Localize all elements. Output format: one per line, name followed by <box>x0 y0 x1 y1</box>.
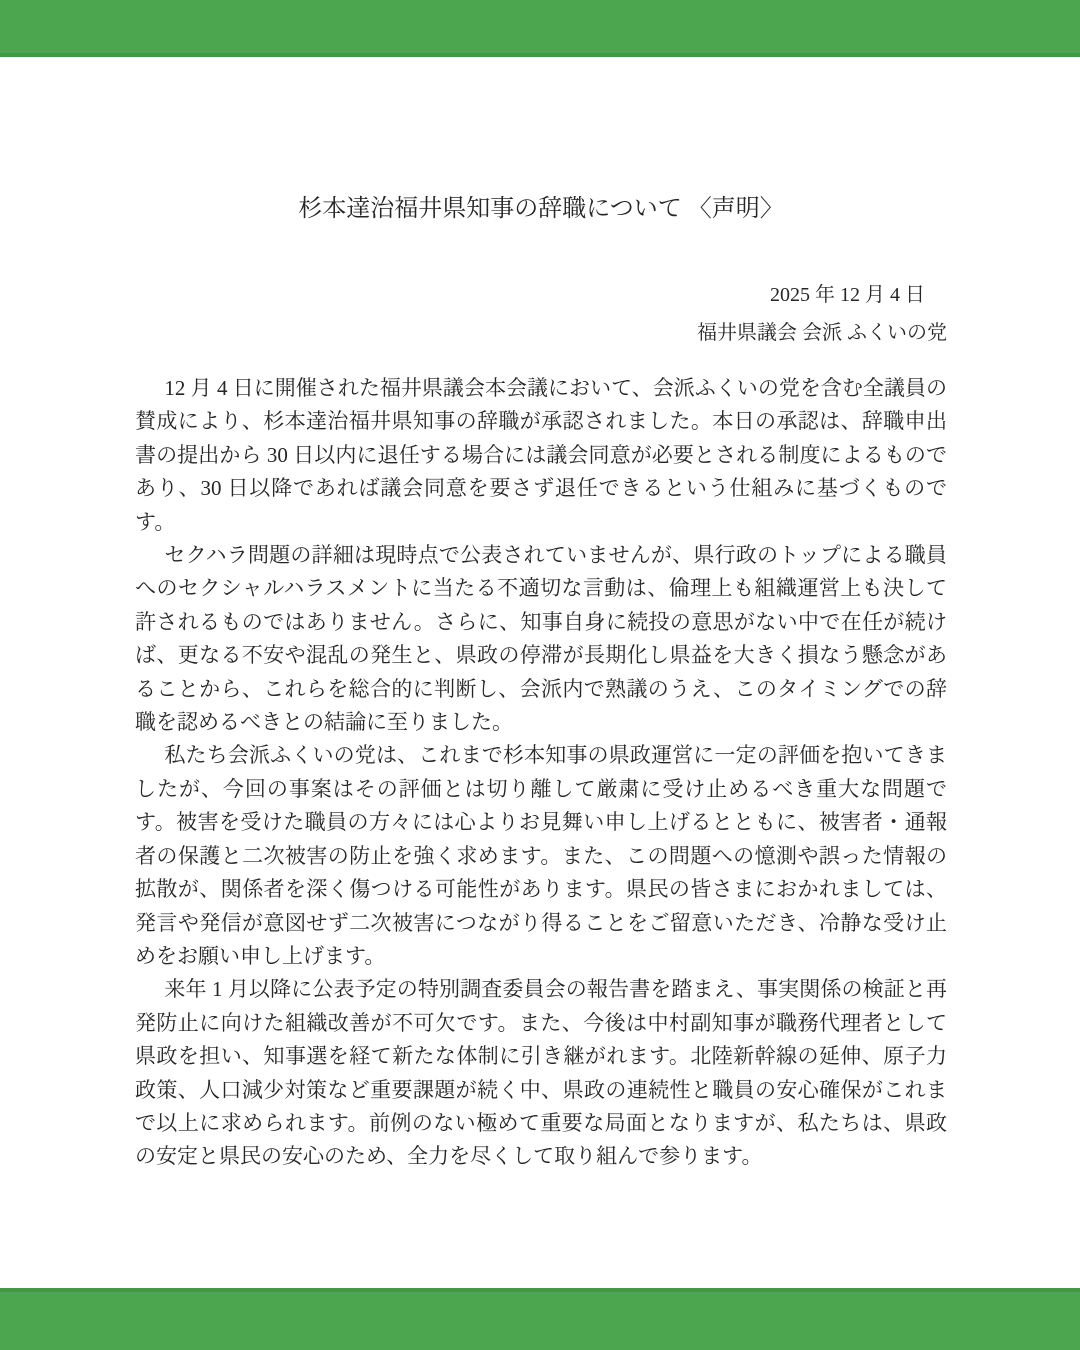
document-body <box>135 372 947 1174</box>
paragraph: セクハラ問題の詳細は現時点で公表されていませんが、県行政のトップによる職員へのセクシャルハラスメントに当たる不適切な言動は、倫理上も組織運営上も決して許されるものではありません。さらに、知事自身に続投の意思がない中で在任が続けば、更なる不安や混乱の発生と、県政の停滞が長期化し県益を大きく損なう懸念があることから、これらを総合的に判断し、会派内で熟議のうえ、このタイミングでの辞職を認めるべきとの結論に至りました。 <box>135 543 947 735</box>
paragraph: 来年 1 月以降に公表予定の特別調査委員会の報告書を踏まえ、事実関係の検証と再発防止に向けた組織改善が不可欠です。また、今後は中村副知事が職務代理者として県政を担い、知事選を経て新たな体制に引き継がれます。北陸新幹線の延伸、原子力政策、人口減少対策など重要課題が続く中、県政の連続性と職員の安心確保がこれまで以上に求められます。前例のない極めて重要な局面となりますが、私たちは、県政の安定と県民の安心のため、全力を尽くして取り組んで参ります。 <box>135 977 947 1169</box>
document-meta <box>135 276 947 352</box>
bottom-green-band <box>0 1288 1080 1350</box>
paragraph: 私たち会派ふくいの党は、これまで杉本知事の県政運営に一定の評価を抱いてきましたが、今回の事案はその評価とは切り離して厳粛に受け止めるべき重大な問題です。被害を受けた職員の方々には心よりお見舞い申し上げるとともに、被害者・通報者の保護と二次被害の防止を強く求めます。また、この問題への憶測や誤った情報の拡散が、関係者を深く傷つける可能性があります。県民の皆さまにおかれましては、発言や発信が意図せず二次被害につながり得ることをご留意いただき、冷静な受け止めをお願い申し上げます。 <box>135 743 947 968</box>
paragraph: 12 月 4 日に開催された福井県議会本会議において、会派ふくいの党を含む全議員の賛成により、杉本達治福井県知事の辞職が承認されました。本日の承認は、辞職申出書の提出から 30 日以内に退任する場合には議会同意が必要とされる制度によるものであり、30 日以降であれば議会同意を要さず退任できるという仕組みに基づくものです。 <box>135 376 947 534</box>
top-green-band <box>0 0 1080 57</box>
date-line: 2025 年 12 月 4 日 <box>770 284 925 306</box>
page-title: 杉本達治福井県知事の辞職について 〈声明〉 <box>298 196 784 222</box>
organization-line: 福井県議会 会派 ふくいの党 <box>697 322 947 344</box>
